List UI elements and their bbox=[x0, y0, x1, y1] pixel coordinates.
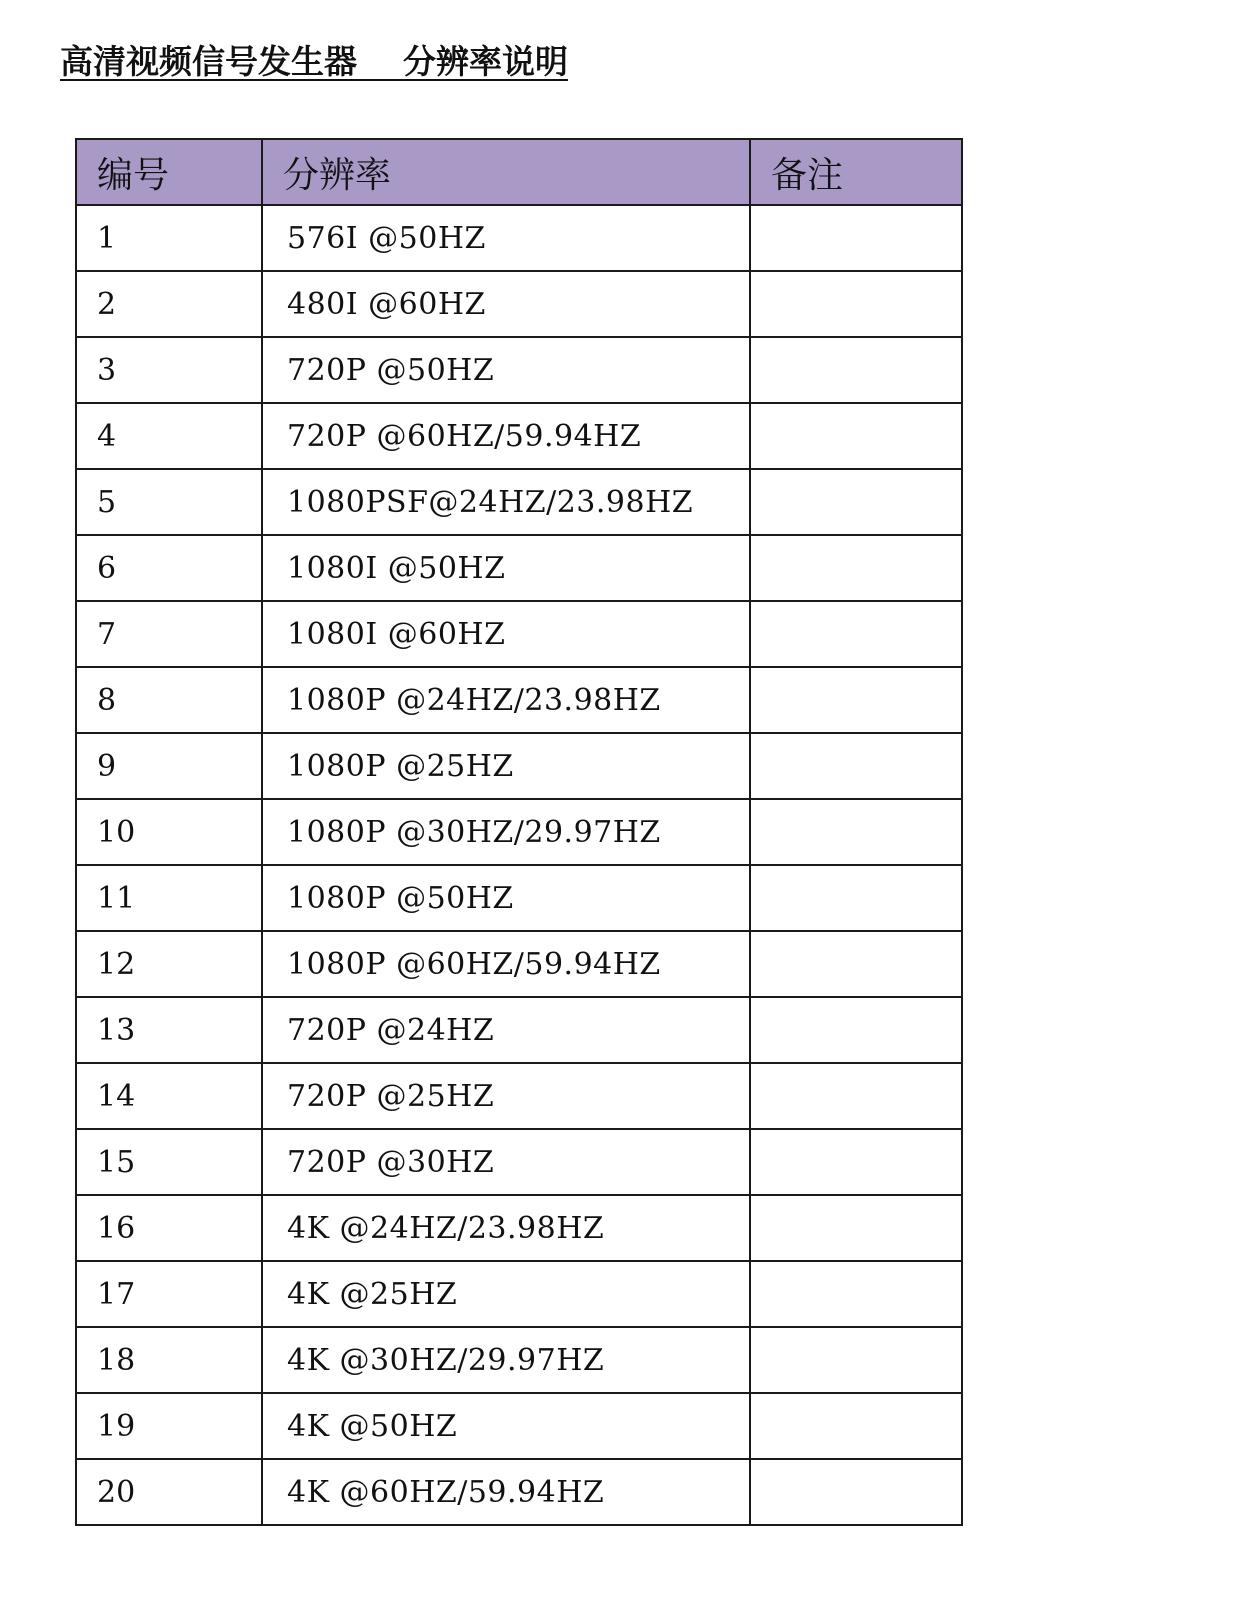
cell-resolution: 576I @50HZ bbox=[262, 205, 750, 271]
cell-number: 12 bbox=[76, 931, 262, 997]
cell-number: 7 bbox=[76, 601, 262, 667]
cell-resolution: 4K @24HZ/23.98HZ bbox=[262, 1195, 750, 1261]
cell-resolution: 1080I @60HZ bbox=[262, 601, 750, 667]
cell-note bbox=[750, 799, 962, 865]
cell-number: 4 bbox=[76, 403, 262, 469]
cell-note bbox=[750, 1063, 962, 1129]
cell-note bbox=[750, 1393, 962, 1459]
cell-number: 18 bbox=[76, 1327, 262, 1393]
cell-resolution: 1080P @30HZ/29.97HZ bbox=[262, 799, 750, 865]
table-row bbox=[76, 1261, 962, 1327]
cell-number: 14 bbox=[76, 1063, 262, 1129]
cell-resolution: 720P @50HZ bbox=[262, 337, 750, 403]
table-row bbox=[76, 997, 962, 1063]
cell-resolution: 1080P @50HZ bbox=[262, 865, 750, 931]
table-row bbox=[76, 1129, 962, 1195]
cell-note bbox=[750, 337, 962, 403]
resolution-table bbox=[75, 138, 963, 1526]
cell-number: 11 bbox=[76, 865, 262, 931]
cell-number: 16 bbox=[76, 1195, 262, 1261]
table-row bbox=[76, 733, 962, 799]
table-row bbox=[76, 1327, 962, 1393]
cell-note bbox=[750, 1459, 962, 1525]
cell-number: 13 bbox=[76, 997, 262, 1063]
cell-note bbox=[750, 469, 962, 535]
cell-note bbox=[750, 733, 962, 799]
cell-resolution: 1080P @60HZ/59.94HZ bbox=[262, 931, 750, 997]
table-row bbox=[76, 337, 962, 403]
table-row bbox=[76, 1063, 962, 1129]
table-header bbox=[76, 139, 962, 205]
table-row bbox=[76, 1393, 962, 1459]
header-number: 编号 bbox=[76, 139, 262, 205]
cell-number: 8 bbox=[76, 667, 262, 733]
table-row bbox=[76, 1459, 962, 1525]
cell-number: 9 bbox=[76, 733, 262, 799]
cell-note bbox=[750, 535, 962, 601]
cell-number: 10 bbox=[76, 799, 262, 865]
cell-number: 1 bbox=[76, 205, 262, 271]
cell-note bbox=[750, 1129, 962, 1195]
page-title: 高清视频信号发生器 分辨率说明 bbox=[60, 42, 568, 81]
cell-note bbox=[750, 601, 962, 667]
table-row bbox=[76, 1195, 962, 1261]
table-row bbox=[76, 601, 962, 667]
cell-note bbox=[750, 1261, 962, 1327]
table-row bbox=[76, 799, 962, 865]
table-row bbox=[76, 469, 962, 535]
cell-number: 20 bbox=[76, 1459, 262, 1525]
cell-resolution: 4K @60HZ/59.94HZ bbox=[262, 1459, 750, 1525]
cell-note bbox=[750, 997, 962, 1063]
table-row bbox=[76, 535, 962, 601]
table-row bbox=[76, 931, 962, 997]
cell-resolution: 4K @50HZ bbox=[262, 1393, 750, 1459]
cell-resolution: 720P @60HZ/59.94HZ bbox=[262, 403, 750, 469]
table-row bbox=[76, 667, 962, 733]
cell-number: 5 bbox=[76, 469, 262, 535]
cell-note bbox=[750, 205, 962, 271]
cell-note bbox=[750, 403, 962, 469]
cell-note bbox=[750, 1195, 962, 1261]
table-row bbox=[76, 271, 962, 337]
cell-number: 19 bbox=[76, 1393, 262, 1459]
table-header-row bbox=[76, 139, 962, 205]
cell-number: 3 bbox=[76, 337, 262, 403]
table-body bbox=[76, 205, 962, 1525]
cell-number: 15 bbox=[76, 1129, 262, 1195]
table-row bbox=[76, 403, 962, 469]
header-note: 备注 bbox=[750, 139, 962, 205]
cell-resolution: 720P @25HZ bbox=[262, 1063, 750, 1129]
cell-resolution: 1080PSF@24HZ/23.98HZ bbox=[262, 469, 750, 535]
cell-resolution: 1080P @25HZ bbox=[262, 733, 750, 799]
cell-note bbox=[750, 865, 962, 931]
cell-number: 2 bbox=[76, 271, 262, 337]
table-row bbox=[76, 865, 962, 931]
cell-number: 17 bbox=[76, 1261, 262, 1327]
cell-resolution: 4K @25HZ bbox=[262, 1261, 750, 1327]
cell-note bbox=[750, 271, 962, 337]
cell-note bbox=[750, 1327, 962, 1393]
cell-resolution: 720P @24HZ bbox=[262, 997, 750, 1063]
header-resolution: 分辨率 bbox=[262, 139, 750, 205]
cell-number: 6 bbox=[76, 535, 262, 601]
cell-resolution: 1080P @24HZ/23.98HZ bbox=[262, 667, 750, 733]
table-row bbox=[76, 205, 962, 271]
cell-note bbox=[750, 931, 962, 997]
cell-note bbox=[750, 667, 962, 733]
cell-resolution: 1080I @50HZ bbox=[262, 535, 750, 601]
cell-resolution: 480I @60HZ bbox=[262, 271, 750, 337]
cell-resolution: 4K @30HZ/29.97HZ bbox=[262, 1327, 750, 1393]
cell-resolution: 720P @30HZ bbox=[262, 1129, 750, 1195]
